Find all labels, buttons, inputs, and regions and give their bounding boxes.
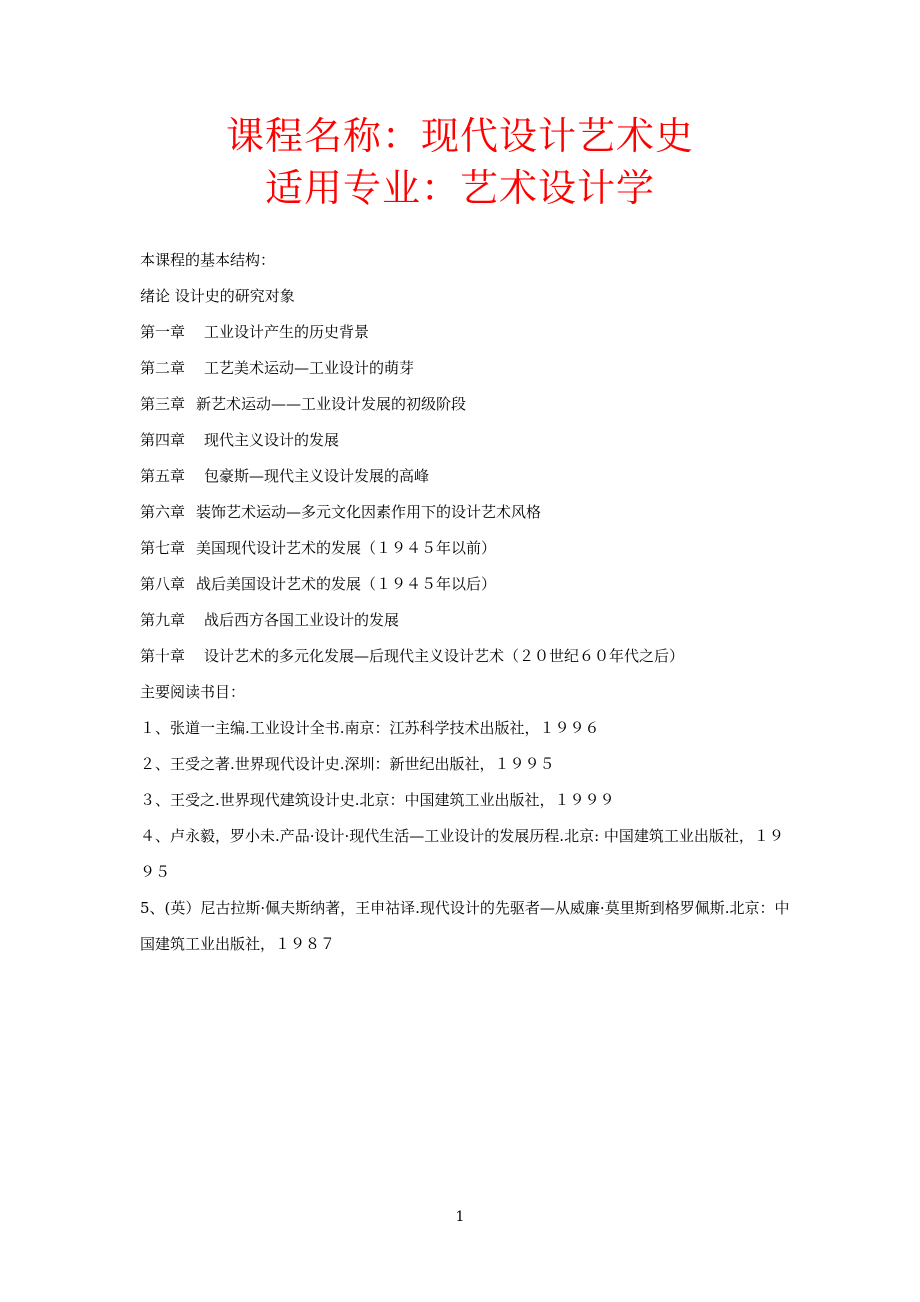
chapter-item bbox=[140, 358, 790, 378]
chapter-number: 第七章 bbox=[140, 539, 186, 557]
document-body bbox=[140, 250, 790, 970]
chapter-number: 第八章 bbox=[140, 575, 186, 593]
course-name-title: 课程名称：现代设计艺术史 bbox=[225, 114, 694, 158]
chapter-item bbox=[140, 430, 790, 450]
chapter-title: 装饰艺术运动—多元文化因素作用下的设计艺术风格 bbox=[196, 503, 542, 521]
chapter-item bbox=[140, 466, 790, 486]
chapter-title: 战后西方各国工业设计的发展 bbox=[204, 611, 400, 629]
chapter-number: 第十章 bbox=[140, 647, 186, 665]
reading-item: １、张道一主编.工业设计全书.南京：江苏科学技术出版社，１９９６ bbox=[140, 719, 600, 737]
chapter-number: 第九章 bbox=[140, 611, 186, 629]
chapter-item bbox=[140, 574, 790, 594]
chapter-item bbox=[140, 394, 790, 414]
reading-list bbox=[140, 718, 790, 962]
major-title: 适用专业：艺术设计学 bbox=[264, 166, 655, 210]
chapter-number: 第三章 bbox=[140, 395, 186, 413]
chapter-number: 第五章 bbox=[140, 467, 186, 485]
chapter-item bbox=[140, 646, 790, 666]
page-number: 1 bbox=[455, 1209, 465, 1225]
chapter-title: 美国现代设计艺术的发展（１９４５年以前） bbox=[196, 539, 497, 557]
chapter-title: 新艺术运动——工业设计发展的初级阶段 bbox=[196, 395, 467, 413]
reading-item: ２、王受之著.世界现代设计史.深圳：新世纪出版社，１９９５ bbox=[140, 755, 555, 773]
chapter-item bbox=[140, 322, 790, 342]
chapter-title: 设计艺术的多元化发展—后现代主义设计艺术（２０世纪６０年代之后） bbox=[204, 647, 685, 665]
chapter-title: 战后美国设计艺术的发展（１９４５年以后） bbox=[196, 575, 497, 593]
chapter-number: 第二章 bbox=[140, 359, 186, 377]
document-title bbox=[0, 110, 920, 214]
chapter-number: 第一章 bbox=[140, 323, 186, 341]
chapter-item bbox=[140, 502, 790, 522]
chapter-number: 第四章 bbox=[140, 431, 186, 449]
chapter-item bbox=[140, 538, 790, 558]
reading-heading: 主要阅读书目： bbox=[140, 683, 246, 701]
chapter-title: 工业设计产生的历史背景 bbox=[204, 323, 370, 341]
structure-heading: 本课程的基本结构： bbox=[140, 251, 276, 269]
chapter-number: 第六章 bbox=[140, 503, 186, 521]
intro-line: 绪论 设计史的研究对象 bbox=[140, 287, 295, 305]
chapter-list bbox=[140, 322, 790, 666]
chapter-item bbox=[140, 610, 790, 630]
chapter-title: 工艺美术运动—工业设计的萌芽 bbox=[204, 359, 415, 377]
reading-item: ３、王受之.世界现代建筑设计史.北京：中国建筑工业出版社，１９９９ bbox=[140, 791, 615, 809]
chapter-title: 现代主义设计的发展 bbox=[204, 431, 340, 449]
chapter-title: 包豪斯—现代主义设计发展的高峰 bbox=[204, 467, 430, 485]
reading-item: ４、卢永毅，罗小未.产品·设计·现代生活—工业设计的发展历程.北京: 中国建筑工业出版社，１９９５ bbox=[140, 827, 784, 881]
reading-item: 5、(英）尼古拉斯·佩夫斯纳著，王申祜译.现代设计的先驱者—从威廉·莫里斯到格罗佩斯.北京：中国建筑工业出版社，１９８７ bbox=[140, 899, 790, 953]
